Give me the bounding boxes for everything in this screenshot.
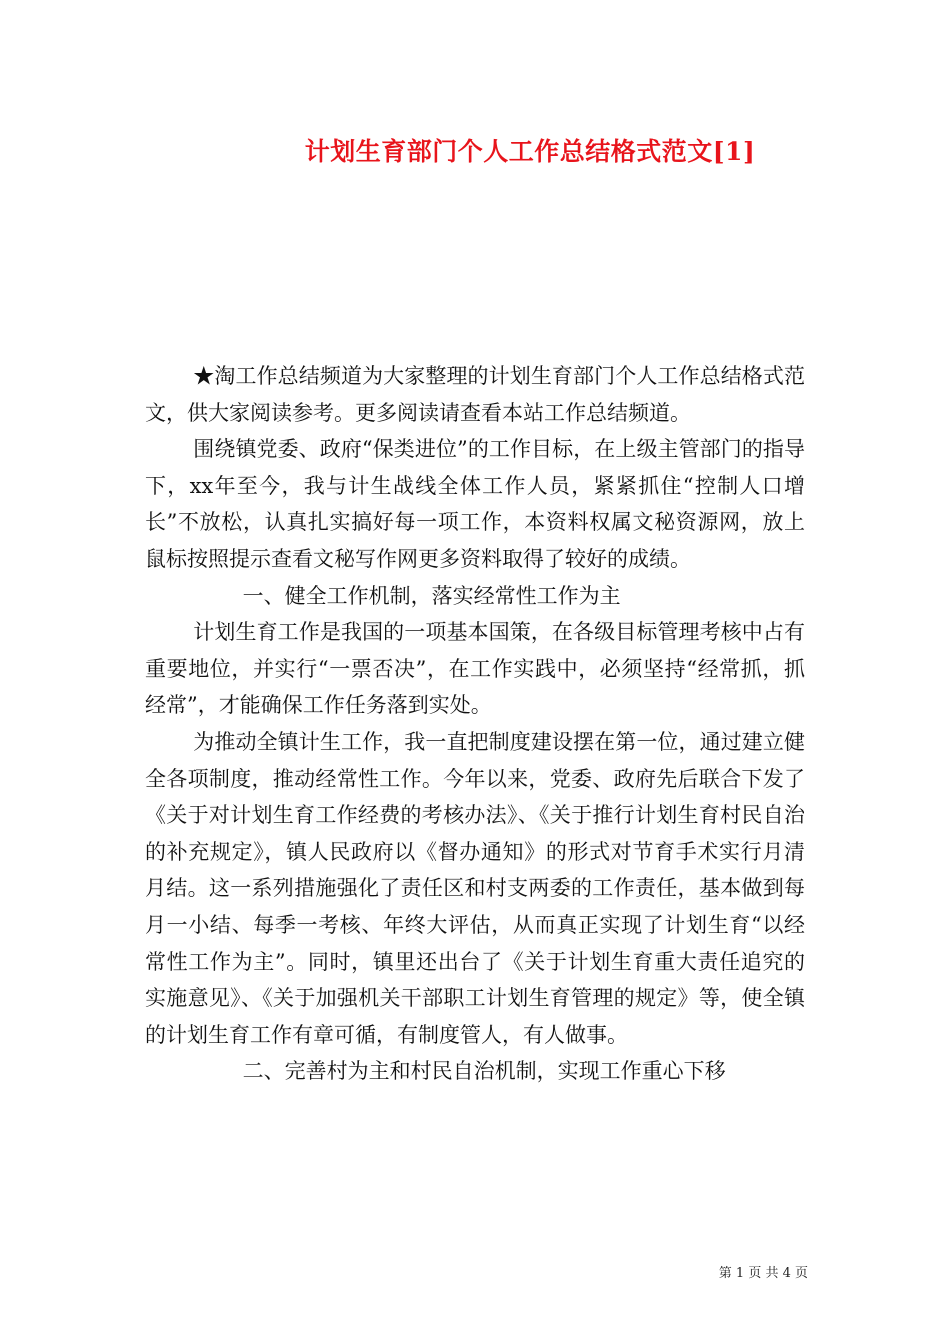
document-title: 计划生育部门个人工作总结格式范文[1]	[304, 137, 756, 166]
body-paragraph: 为推动全镇计生工作，我一直把制度建设摆在第一位，通过建立健全各项制度，推动经常性工作。今年以来，党委、政府先后联合下发了《关于对计划生育工作经费的考核办法》、《关于推行计划生育村民自治的补充规定》，镇人民政府以《督办通知》的形式对节育手术实行月清月结。这一系列措施强化了责任区和村支两委的工作责任，基本做到每月一小结、每季一考核、年终大评估，从而真正实现了计划生育“以经常性工作为主”。同时，镇里还出台了《关于计划生育重大责任追究的实施意见》、《关于加强机关干部职工计划生育管理的规定》等，使全镇的计划生育工作有章可循，有制度管人，有人做事。	[145, 729, 805, 1047]
section-heading-1: 一、健全工作机制，落实经常性工作为主	[242, 583, 621, 608]
intro-paragraph: ★淘工作总结频道为大家整理的计划生育部门个人工作总结格式范文，供大家阅读参考。更多阅读请查看本站工作总结频道。	[145, 364, 805, 425]
body-paragraph: 围绕镇党委、政府“保类进位”的工作目标，在上级主管部门的指导下，xx年至今，我与计生战线全体工作人员，紧紧抓住“控制人口增长”不放松，认真扎实搞好每一项工作，本资料权属文秘资源网，放上鼠标按照提示查看文秘写作网更多资料取得了较好的成绩。	[145, 437, 805, 571]
document-body	[145, 358, 805, 1090]
page-number-footer: 第 1 页 共 4 页	[718, 1266, 808, 1281]
section-heading-2: 二、完善村为主和村民自治机制，实现工作重心下移	[242, 1059, 726, 1084]
body-paragraph: 计划生育工作是我国的一项基本国策，在各级目标管理考核中占有重要地位，并实行“一票否决”，在工作实践中，必须坚持“经常抓，抓经常”，才能确保工作任务落到实处。	[145, 620, 805, 718]
